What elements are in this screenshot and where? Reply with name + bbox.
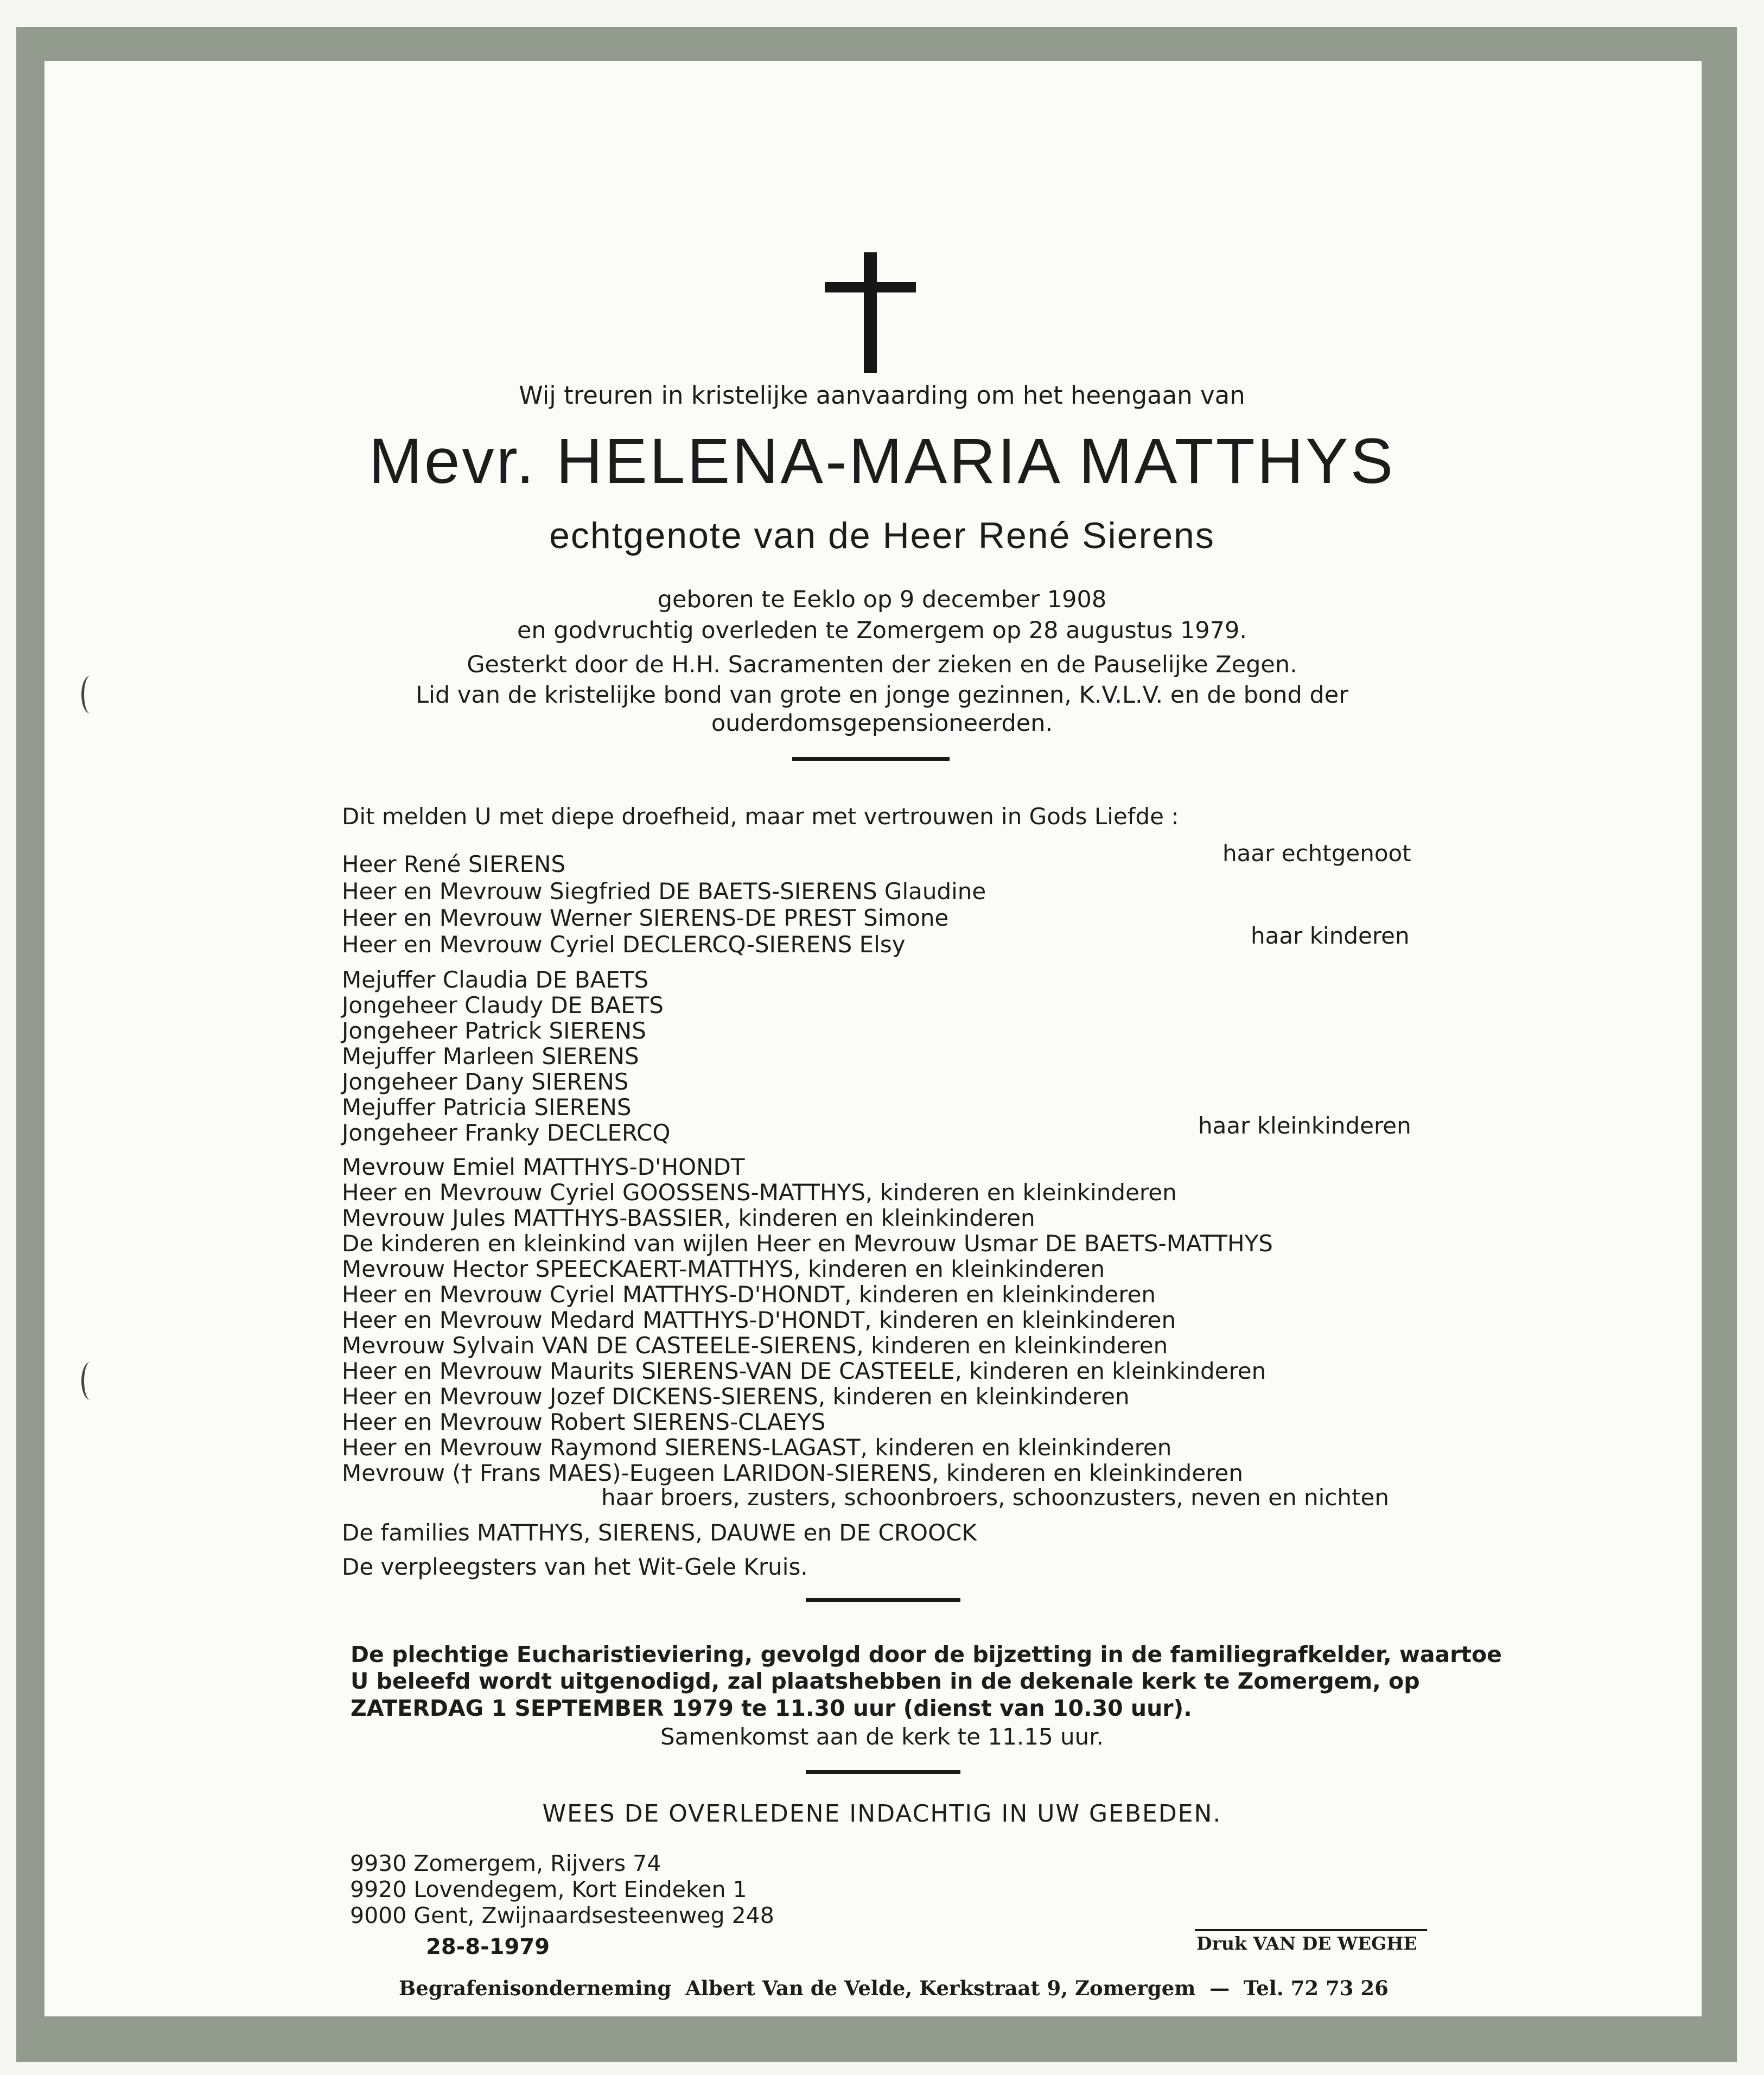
divider [792, 757, 950, 761]
child-line: Heer en Mevrouw Siegfried DE BAETS-SIERENS Glaudine [342, 878, 986, 905]
bio-line: Lid van de kristelijke bond van grote en jonge gezinnen, K.V.L.V. en de bond der [416, 682, 1348, 709]
sibling-line: Heer en Mevrouw Cyriel MATTHYS-D'HONDT, kinderen en kleinkinderen [342, 1281, 1156, 1308]
sibling-line: Mevrouw Sylvain VAN DE CASTEELE-SIERENS, kinderen en kleinkinderen [342, 1332, 1168, 1359]
print-date: 28-8-1979 [426, 1934, 550, 1959]
ceremony-line: ZATERDAG 1 SEPTEMBER 1979 te 11.30 uur (dienst van 10.30 uur). [351, 1695, 1192, 1721]
bio-line: Gesterkt door de H.H. Sacramenten der zieken en de Pauselijke Zegen. [467, 651, 1297, 678]
sibling-line: Heer en Mevrouw Cyriel GOOSSENS-MATTHYS, kinderen en kleinkinderen [342, 1179, 1177, 1206]
divider [806, 1770, 960, 1774]
bio-line: en godvruchtig overleden te Zomergem op 28 augustus 1979. [517, 617, 1247, 644]
printer-rule [1195, 1929, 1427, 1931]
grandchildren-relation: haar kleinkinderen [1198, 1112, 1411, 1139]
sibling-line: Mevrouw († Frans MAES)-Eugeen LARIDON-SIERENS, kinderen en kleinkinderen [342, 1460, 1243, 1486]
sibling-line: Heer en Mevrouw Medard MATTHYS-D'HONDT, kinderen en kleinkinderen [342, 1307, 1176, 1333]
address-line: 9000 Gent, Zwijnaardsesteenweg 248 [350, 1902, 774, 1928]
ceremony-line: De plechtige Eucharistieviering, gevolgd door de bijzetting in de familiegrafkelder, waartoe [351, 1641, 1502, 1667]
address-line: 9930 Zomergem, Rijvers 74 [350, 1850, 661, 1876]
deceased-name: Mevr. HELENA-MARIA MATTHYS [368, 425, 1396, 497]
sibling-line: Heer en Mevrouw Jozef DICKENS-SIERENS, kinderen en kleinkinderen [342, 1383, 1130, 1410]
address-line: 9920 Lovendegem, Kort Eindeken 1 [350, 1876, 747, 1902]
bio-line: ouderdomsgepensioneerden. [711, 710, 1053, 737]
divider [806, 1598, 960, 1602]
punch-hole-mark [81, 1362, 99, 1400]
sibling-line: Heer en Mevrouw Maurits SIERENS-VAN DE CASTEELE, kinderen en kleinkinderen [342, 1358, 1266, 1384]
grandchild-line: Mejuffer Patricia SIERENS [342, 1094, 632, 1121]
sibling-line: Mevrouw Jules MATTHYS-BASSIER, kinderen en kleinkinderen [342, 1205, 1035, 1231]
child-line: Heer en Mevrouw Cyriel DECLERCQ-SIERENS Elsy [342, 931, 906, 958]
grandchild-line: Mejuffer Claudia DE BAETS [342, 966, 649, 993]
husband-relation: haar echtgenoot [1222, 840, 1411, 867]
grandchild-line: Jongeheer Claudy DE BAETS [342, 992, 664, 1019]
child-line: Heer en Mevrouw Werner SIERENS-DE PREST Simone [342, 905, 949, 931]
children-relation: haar kinderen [1251, 922, 1410, 949]
printer-credit: Druk VAN DE WEGHE [1196, 1933, 1417, 1954]
nurses-line: De verpleegsters van het Wit-Gele Kruis. [342, 1554, 808, 1580]
grandchild-line: Jongeheer Patrick SIERENS [342, 1017, 646, 1044]
undertaker-line: Begrafenisonderneming Albert Van de Velde, Kerkstraat 9, Zomergem — Tel. 72 73 26 [399, 1976, 1389, 2000]
sibling-line: De kinderen en kleinkind van wijlen Heer en Mevrouw Usmar DE BAETS-MATTHYS [342, 1230, 1273, 1257]
ceremony-line: U beleefd wordt uitgenodigd, zal plaatshebben in de dekenale kerk te Zomergem, op [351, 1668, 1420, 1694]
bio-line: geboren te Eeklo op 9 december 1908 [657, 586, 1107, 613]
families-line: De families MATTHYS, SIERENS, DAUWE en DE CROOCK [342, 1519, 977, 1546]
grandchild-line: Jongeheer Franky DECLERCQ [342, 1119, 671, 1146]
remember-line: WEES DE OVERLEDENE INDACHTIG IN UW GEBEDEN. [542, 1800, 1222, 1828]
sibling-line: Heer en Mevrouw Raymond SIERENS-LAGAST, kinderen en kleinkinderen [342, 1434, 1172, 1461]
announce-text: Dit melden U met diepe droefheid, maar met vertrouwen in Gods Liefde : [342, 803, 1179, 830]
sibling-line: Heer en Mevrouw Robert SIERENS-CLAEYS [342, 1409, 826, 1435]
spouse-line: echtgenote van de Heer René Sierens [549, 515, 1215, 556]
grandchild-line: Mejuffer Marleen SIERENS [342, 1043, 639, 1070]
gathering-line: Samenkomst aan de kerk te 11.15 uur. [660, 1723, 1104, 1750]
intro-text: Wij treuren in kristelijke aanvaarding om het heengaan van [519, 381, 1245, 410]
husband-name: Heer René SIERENS [342, 851, 566, 877]
sibling-line: Mevrouw Hector SPEECKAERT-MATTHYS, kinderen en kleinkinderen [342, 1256, 1105, 1282]
grandchild-line: Jongeheer Dany SIERENS [342, 1068, 629, 1095]
siblings-relation: haar broers, zusters, schoonbroers, schoonzusters, neven en nichten [601, 1484, 1389, 1511]
sibling-line: Mevrouw Emiel MATTHYS-D'HONDT [342, 1154, 745, 1180]
